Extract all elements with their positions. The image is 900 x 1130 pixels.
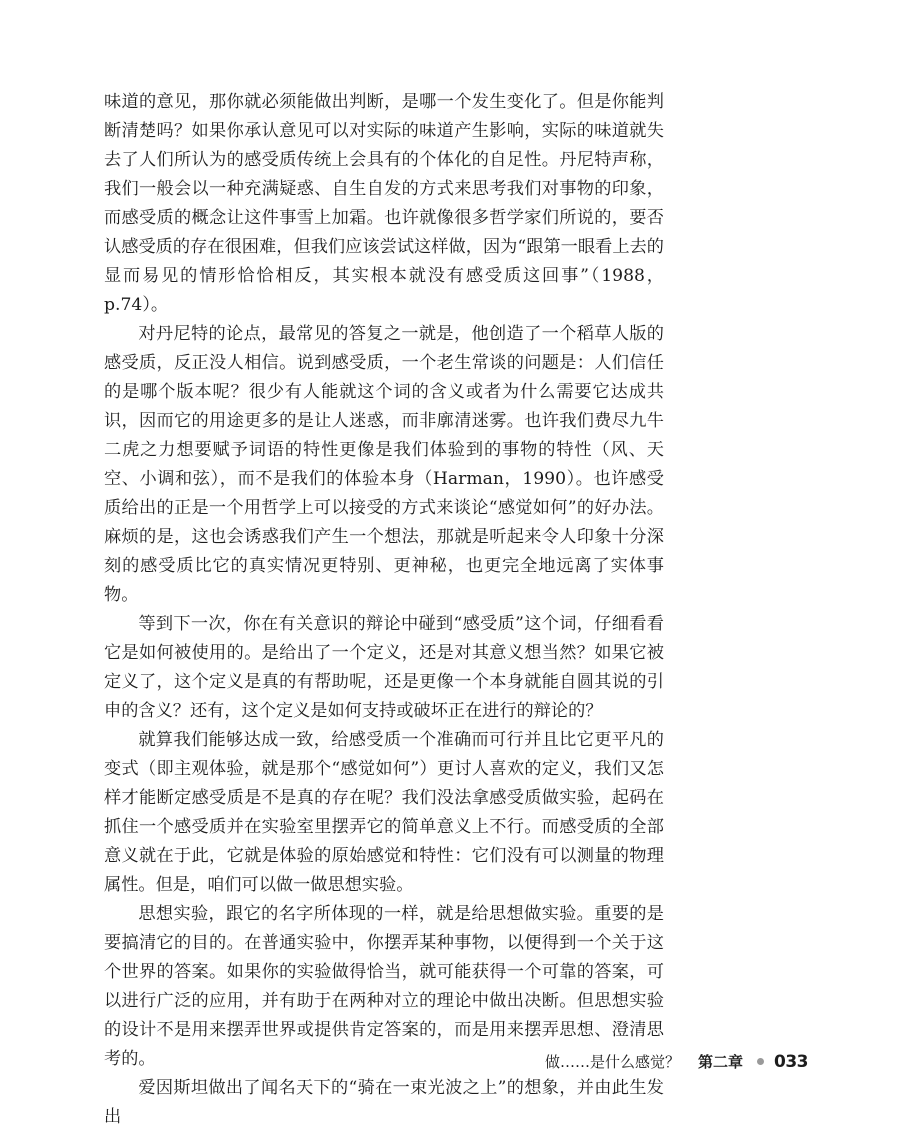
chapter-label: 第二章	[697, 1053, 743, 1071]
paragraph-4: 就算我们能够达成一致，给感受质一个准确而可行并且比它更平凡的变式（即主观体验，就是那个“感觉如何”）更讨人喜欢的定义，我们又怎样才能断定感受质是不是真的存在呢？我们没法拿感受质做实验，起码在抓住一个感受质并在实验室里摆弄它的简单意义上不行。而感受质的全部意义就在于此，它就是体验的原始感觉和特性：它们没有可以测量的物理属性。但是，咱们可以做一做思想实验。	[104, 730, 664, 895]
paragraph-6: 爱因斯坦做出了闻名天下的“骑在一束光波之上”的想象，并由此生发出	[104, 1078, 664, 1127]
running-title: 做……是什么感觉？	[544, 1053, 680, 1071]
page-footer	[545, 1051, 808, 1072]
paragraph-5: 思想实验，跟它的名字所体现的一样，就是给思想做实验。重要的是要搞清它的目的。在普通实验中，你摆弄某种事物，以便得到一个关于这个世界的答案。如果你的实验做得恰当，就可能获得一个可靠的答案，可以进行广泛的应用，并有助于在两种对立的理论中做出决断。但思想实验的设计不是用来摆弄世界或提供肯定答案的，而是用来摆弄思想、澄清思考的。	[104, 904, 664, 1069]
page-number: 033	[774, 1051, 808, 1072]
paragraph-1: 味道的意见，那你就必须能做出判断，是哪一个发生变化了。但是你能判断清楚吗？如果你承认意见可以对实际的味道产生影响，实际的味道就失去了人们所认为的感受质传统上会具有的个体化的自足性。丹尼特声称，我们一般会以一种充满疑惑、自生自发的方式来思考我们对事物的印象，而感受质的概念让这件事雪上加霜。也许就像很多哲学家们所说的，要否认感受质的存在很困难，但我们应该尝试这样做，因为“跟第一眼看上去的显而易见的情形恰恰相反，其实根本就没有感受质这回事”（1988，p.74）。	[104, 92, 664, 315]
body-text	[104, 88, 664, 1130]
bullet-dot-icon	[757, 1058, 764, 1065]
paragraph-3: 等到下一次，你在有关意识的辩论中碰到“感受质”这个词，仔细看看它是如何被使用的。是给出了一个定义，还是对其意义想当然？如果它被定义了，这个定义是真的有帮助呢，还是更像一个本身就能自圆其说的引申的含义？还有，这个定义是如何支持或破坏正在进行的辩论的？	[104, 614, 664, 721]
paragraph-2: 对丹尼特的论点，最常见的答复之一就是，他创造了一个稻草人版的感受质，反正没人相信。说到感受质，一个老生常谈的问题是：人们信任的是哪个版本呢？很少有人能就这个词的含义或者为什么需要它达成共识，因而它的用途更多的是让人迷惑，而非廓清迷雾。也许我们费尽九牛二虎之力想要赋予词语的特性更像是我们体验到的事物的特性（风、天空、小调和弦），而不是我们的体验本身（Harman，1990）。也许感受质给出的正是一个用哲学上可以接受的方式来谈论“感觉如何”的好办法。麻烦的是，这也会诱惑我们产生一个想法，那就是听起来令人印象十分深刻的感受质比它的真实情况更特别、更神秘，也更完全地远离了实体事物。	[104, 324, 664, 605]
